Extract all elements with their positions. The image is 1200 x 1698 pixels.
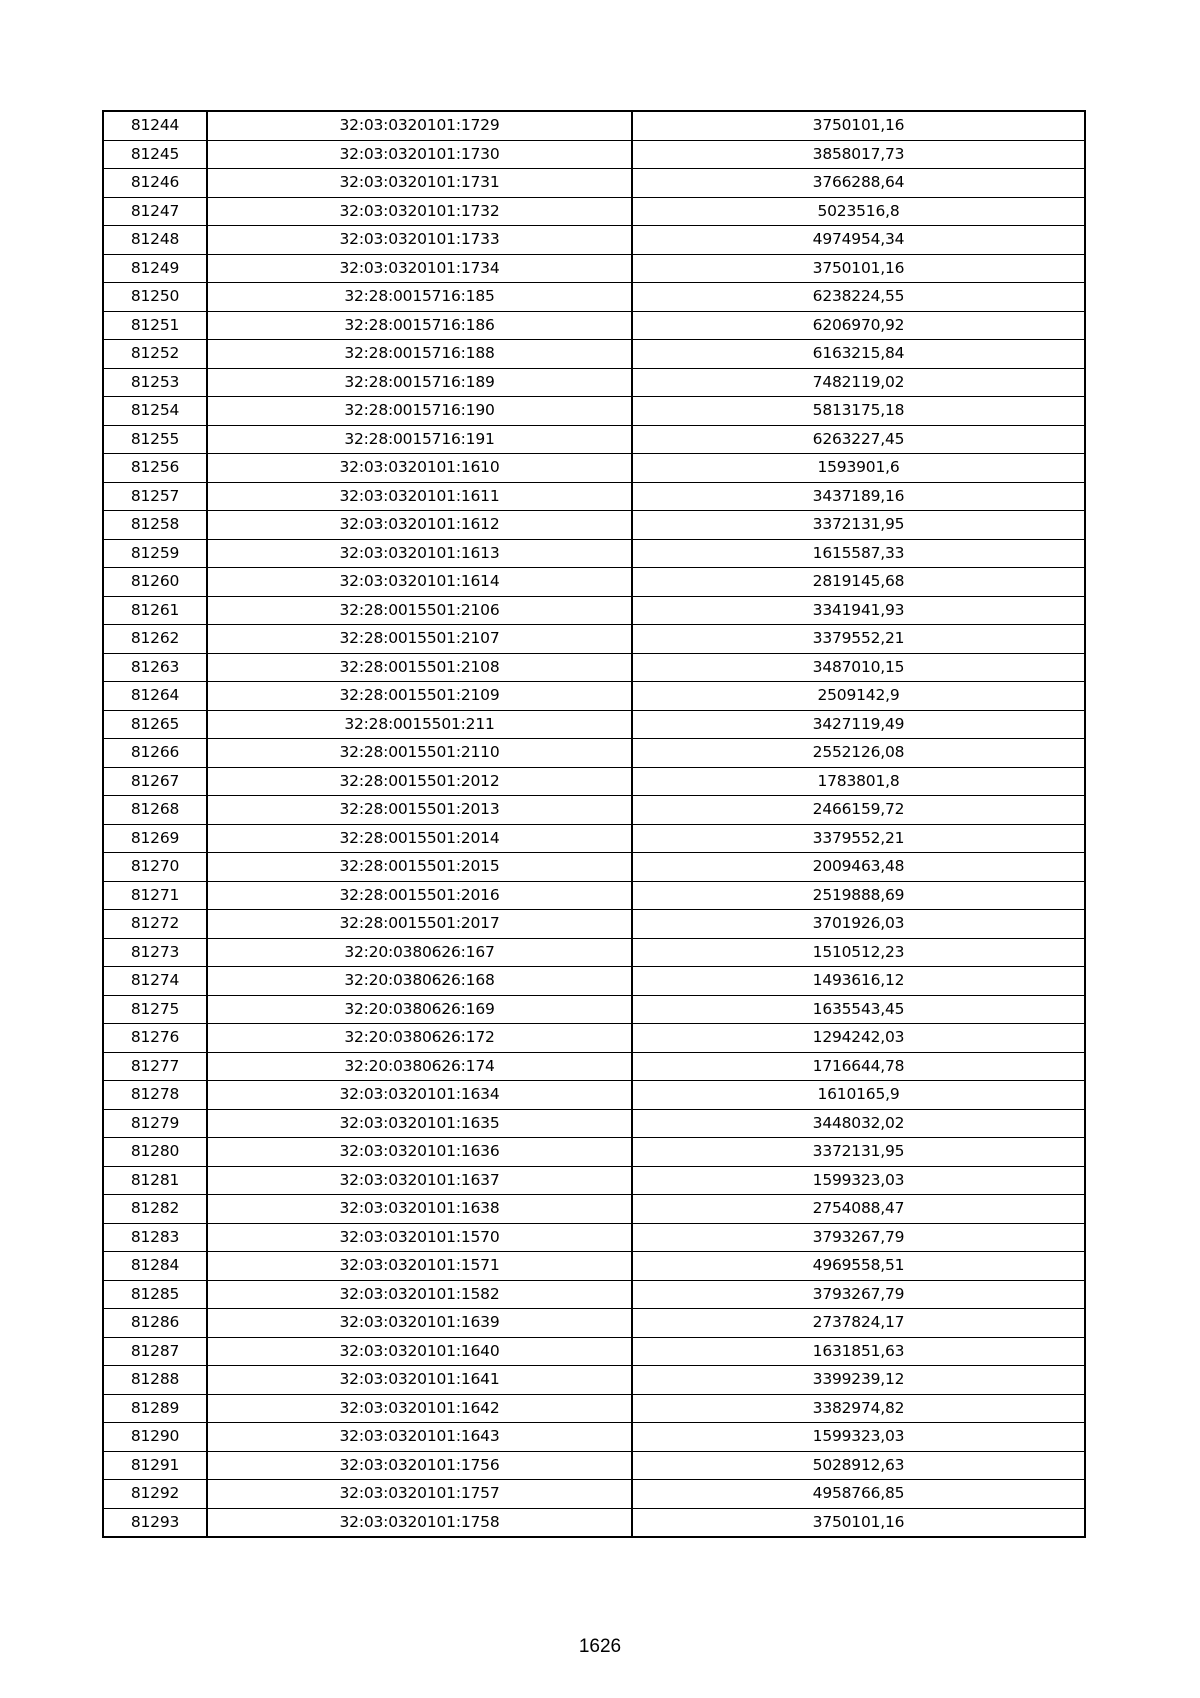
row-number-cell: 81282 [103, 1195, 207, 1224]
cadastral-value-cell: 3372131,95 [632, 1138, 1085, 1167]
table-row [103, 368, 1085, 397]
cadastral-number-cell: 32:28:0015501:2017 [207, 910, 632, 939]
cadastral-value-cell: 5023516,8 [632, 197, 1085, 226]
cadastral-number-cell: 32:03:0320101:1610 [207, 454, 632, 483]
cadastral-value-cell: 3766288,64 [632, 169, 1085, 198]
row-number-cell: 81258 [103, 511, 207, 540]
cadastral-number-cell: 32:20:0380626:167 [207, 938, 632, 967]
row-number-cell: 81274 [103, 967, 207, 996]
row-number-cell: 81268 [103, 796, 207, 825]
table-row [103, 767, 1085, 796]
cadastral-value-cell: 1599323,03 [632, 1166, 1085, 1195]
table-row [103, 169, 1085, 198]
table-row [103, 1394, 1085, 1423]
cadastral-value-cell: 7482119,02 [632, 368, 1085, 397]
cadastral-number-cell: 32:03:0320101:1611 [207, 482, 632, 511]
cadastral-value-cell: 1593901,6 [632, 454, 1085, 483]
table-row [103, 1366, 1085, 1395]
table-row [103, 1081, 1085, 1110]
cadastral-value-cell: 2754088,47 [632, 1195, 1085, 1224]
cadastral-value-cell: 2466159,72 [632, 796, 1085, 825]
row-number-cell: 81256 [103, 454, 207, 483]
row-number-cell: 81249 [103, 254, 207, 283]
row-number-cell: 81273 [103, 938, 207, 967]
table-row [103, 739, 1085, 768]
cadastral-value-cell: 3399239,12 [632, 1366, 1085, 1395]
cadastral-value-cell: 3750101,16 [632, 1508, 1085, 1537]
row-number-cell: 81262 [103, 625, 207, 654]
table-row [103, 1052, 1085, 1081]
page-number: 1626 [578, 1636, 622, 1657]
cadastral-number-cell: 32:03:0320101:1757 [207, 1480, 632, 1509]
table-row [103, 254, 1085, 283]
row-number-cell: 81265 [103, 710, 207, 739]
cadastral-value-cell: 4974954,34 [632, 226, 1085, 255]
row-number-cell: 81251 [103, 311, 207, 340]
row-number-cell: 81250 [103, 283, 207, 312]
cadastral-value-cell: 2819145,68 [632, 568, 1085, 597]
cadastral-value-cell: 3448032,02 [632, 1109, 1085, 1138]
table-row [103, 482, 1085, 511]
table-row [103, 1508, 1085, 1537]
cadastral-number-cell: 32:28:0015501:2107 [207, 625, 632, 654]
cadastral-value-cell: 1783801,8 [632, 767, 1085, 796]
cadastral-number-cell: 32:28:0015501:211 [207, 710, 632, 739]
table-row [103, 653, 1085, 682]
cadastral-value-cell: 2737824,17 [632, 1309, 1085, 1338]
cadastral-value-cell: 5028912,63 [632, 1451, 1085, 1480]
table-row [103, 938, 1085, 967]
table-row [103, 853, 1085, 882]
cadastral-number-cell: 32:03:0320101:1612 [207, 511, 632, 540]
row-number-cell: 81289 [103, 1394, 207, 1423]
cadastral-value-cell: 1610165,9 [632, 1081, 1085, 1110]
table-row [103, 311, 1085, 340]
cadastral-value-table [102, 110, 1086, 1538]
cadastral-number-cell: 32:03:0320101:1758 [207, 1508, 632, 1537]
cadastral-number-cell: 32:28:0015501:2016 [207, 881, 632, 910]
cadastral-number-cell: 32:28:0015501:2108 [207, 653, 632, 682]
cadastral-number-cell: 32:03:0320101:1640 [207, 1337, 632, 1366]
cadastral-value-cell: 1294242,03 [632, 1024, 1085, 1053]
cadastral-number-cell: 32:28:0015716:191 [207, 425, 632, 454]
table-row [103, 1166, 1085, 1195]
cadastral-value-cell: 2519888,69 [632, 881, 1085, 910]
row-number-cell: 81264 [103, 682, 207, 711]
cadastral-value-cell: 3793267,79 [632, 1280, 1085, 1309]
cadastral-value-cell: 3427119,49 [632, 710, 1085, 739]
row-number-cell: 81277 [103, 1052, 207, 1081]
row-number-cell: 81254 [103, 397, 207, 426]
cadastral-value-cell: 1631851,63 [632, 1337, 1085, 1366]
row-number-cell: 81279 [103, 1109, 207, 1138]
row-number-cell: 81275 [103, 995, 207, 1024]
cadastral-number-cell: 32:03:0320101:1730 [207, 140, 632, 169]
cadastral-number-cell: 32:03:0320101:1734 [207, 254, 632, 283]
cadastral-value-cell: 1716644,78 [632, 1052, 1085, 1081]
row-number-cell: 81269 [103, 824, 207, 853]
cadastral-value-cell: 6238224,55 [632, 283, 1085, 312]
row-number-cell: 81248 [103, 226, 207, 255]
cadastral-value-cell: 3793267,79 [632, 1223, 1085, 1252]
row-number-cell: 81286 [103, 1309, 207, 1338]
table-row [103, 1480, 1085, 1509]
cadastral-number-cell: 32:03:0320101:1729 [207, 111, 632, 140]
table-row [103, 140, 1085, 169]
cadastral-number-cell: 32:28:0015716:189 [207, 368, 632, 397]
cadastral-value-cell: 3487010,15 [632, 653, 1085, 682]
row-number-cell: 81259 [103, 539, 207, 568]
table-row [103, 995, 1085, 1024]
row-number-cell: 81283 [103, 1223, 207, 1252]
cadastral-number-cell: 32:28:0015501:2013 [207, 796, 632, 825]
cadastral-number-cell: 32:03:0320101:1731 [207, 169, 632, 198]
table-row [103, 111, 1085, 140]
row-number-cell: 81245 [103, 140, 207, 169]
table-row [103, 397, 1085, 426]
row-number-cell: 81292 [103, 1480, 207, 1509]
cadastral-value-cell: 3372131,95 [632, 511, 1085, 540]
cadastral-number-cell: 32:20:0380626:168 [207, 967, 632, 996]
cadastral-value-cell: 6263227,45 [632, 425, 1085, 454]
row-number-cell: 81261 [103, 596, 207, 625]
table-row [103, 910, 1085, 939]
row-number-cell: 81246 [103, 169, 207, 198]
cadastral-number-cell: 32:03:0320101:1733 [207, 226, 632, 255]
cadastral-value-cell: 5813175,18 [632, 397, 1085, 426]
row-number-cell: 81288 [103, 1366, 207, 1395]
table-row [103, 1309, 1085, 1338]
cadastral-number-cell: 32:03:0320101:1571 [207, 1252, 632, 1281]
row-number-cell: 81271 [103, 881, 207, 910]
cadastral-number-cell: 32:03:0320101:1732 [207, 197, 632, 226]
cadastral-value-cell: 6163215,84 [632, 340, 1085, 369]
table-row [103, 710, 1085, 739]
cadastral-value-cell: 1635543,45 [632, 995, 1085, 1024]
cadastral-value-cell: 2552126,08 [632, 739, 1085, 768]
table-row [103, 1280, 1085, 1309]
row-number-cell: 81255 [103, 425, 207, 454]
table-row [103, 511, 1085, 540]
cadastral-number-cell: 32:03:0320101:1636 [207, 1138, 632, 1167]
table-row [103, 682, 1085, 711]
cadastral-value-cell: 4969558,51 [632, 1252, 1085, 1281]
row-number-cell: 81276 [103, 1024, 207, 1053]
cadastral-value-cell: 1615587,33 [632, 539, 1085, 568]
table-row [103, 596, 1085, 625]
cadastral-number-cell: 32:28:0015501:2110 [207, 739, 632, 768]
table-row [103, 967, 1085, 996]
row-number-cell: 81291 [103, 1451, 207, 1480]
row-number-cell: 81252 [103, 340, 207, 369]
row-number-cell: 81278 [103, 1081, 207, 1110]
cadastral-number-cell: 32:03:0320101:1614 [207, 568, 632, 597]
row-number-cell: 81270 [103, 853, 207, 882]
cadastral-value-cell: 1599323,03 [632, 1423, 1085, 1452]
cadastral-number-cell: 32:28:0015716:185 [207, 283, 632, 312]
table-row [103, 283, 1085, 312]
table-row [103, 1252, 1085, 1281]
row-number-cell: 81247 [103, 197, 207, 226]
cadastral-number-cell: 32:28:0015501:2109 [207, 682, 632, 711]
cadastral-value-cell: 2509142,9 [632, 682, 1085, 711]
row-number-cell: 81267 [103, 767, 207, 796]
cadastral-number-cell: 32:03:0320101:1635 [207, 1109, 632, 1138]
cadastral-value-cell: 4958766,85 [632, 1480, 1085, 1509]
table-row [103, 568, 1085, 597]
cadastral-number-cell: 32:03:0320101:1639 [207, 1309, 632, 1338]
table-row [103, 824, 1085, 853]
table-row [103, 796, 1085, 825]
table-row [103, 1109, 1085, 1138]
row-number-cell: 81272 [103, 910, 207, 939]
table-row [103, 1024, 1085, 1053]
table-row [103, 1138, 1085, 1167]
cadastral-number-cell: 32:03:0320101:1634 [207, 1081, 632, 1110]
cadastral-number-cell: 32:20:0380626:172 [207, 1024, 632, 1053]
cadastral-number-cell: 32:03:0320101:1570 [207, 1223, 632, 1252]
row-number-cell: 81280 [103, 1138, 207, 1167]
cadastral-value-cell: 3379552,21 [632, 824, 1085, 853]
cadastral-value-cell: 1510512,23 [632, 938, 1085, 967]
cadastral-number-cell: 32:20:0380626:174 [207, 1052, 632, 1081]
cadastral-value-cell: 3858017,73 [632, 140, 1085, 169]
cadastral-number-cell: 32:28:0015501:2015 [207, 853, 632, 882]
cadastral-value-cell: 3382974,82 [632, 1394, 1085, 1423]
row-number-cell: 81290 [103, 1423, 207, 1452]
cadastral-value-cell: 3437189,16 [632, 482, 1085, 511]
row-number-cell: 81253 [103, 368, 207, 397]
table-row [103, 1337, 1085, 1366]
cadastral-value-cell: 1493616,12 [632, 967, 1085, 996]
table-row [103, 226, 1085, 255]
cadastral-number-cell: 32:03:0320101:1641 [207, 1366, 632, 1395]
table-row [103, 1223, 1085, 1252]
cadastral-number-cell: 32:28:0015716:188 [207, 340, 632, 369]
cadastral-number-cell: 32:28:0015501:2012 [207, 767, 632, 796]
table-row [103, 625, 1085, 654]
table-row [103, 1423, 1085, 1452]
table-row [103, 881, 1085, 910]
cadastral-number-cell: 32:03:0320101:1756 [207, 1451, 632, 1480]
cadastral-number-cell: 32:28:0015716:190 [207, 397, 632, 426]
row-number-cell: 81281 [103, 1166, 207, 1195]
table-row [103, 340, 1085, 369]
row-number-cell: 81287 [103, 1337, 207, 1366]
cadastral-value-cell: 3341941,93 [632, 596, 1085, 625]
cadastral-number-cell: 32:28:0015716:186 [207, 311, 632, 340]
cadastral-number-cell: 32:03:0320101:1642 [207, 1394, 632, 1423]
row-number-cell: 81266 [103, 739, 207, 768]
cadastral-number-cell: 32:20:0380626:169 [207, 995, 632, 1024]
cadastral-value-cell: 3750101,16 [632, 111, 1085, 140]
cadastral-value-cell: 2009463,48 [632, 853, 1085, 882]
cadastral-number-cell: 32:03:0320101:1643 [207, 1423, 632, 1452]
table-row [103, 1451, 1085, 1480]
row-number-cell: 81285 [103, 1280, 207, 1309]
row-number-cell: 81244 [103, 111, 207, 140]
cadastral-value-cell: 6206970,92 [632, 311, 1085, 340]
cadastral-number-cell: 32:03:0320101:1582 [207, 1280, 632, 1309]
cadastral-value-cell: 3379552,21 [632, 625, 1085, 654]
row-number-cell: 81293 [103, 1508, 207, 1537]
cadastral-value-cell: 3750101,16 [632, 254, 1085, 283]
table-row [103, 1195, 1085, 1224]
cadastral-value-cell: 3701926,03 [632, 910, 1085, 939]
cadastral-number-cell: 32:03:0320101:1638 [207, 1195, 632, 1224]
table-row [103, 197, 1085, 226]
table-body [103, 111, 1085, 1537]
row-number-cell: 81263 [103, 653, 207, 682]
cadastral-number-cell: 32:28:0015501:2014 [207, 824, 632, 853]
cadastral-number-cell: 32:03:0320101:1613 [207, 539, 632, 568]
table-row [103, 539, 1085, 568]
table-row [103, 454, 1085, 483]
cadastral-number-cell: 32:28:0015501:2106 [207, 596, 632, 625]
table-row [103, 425, 1085, 454]
row-number-cell: 81257 [103, 482, 207, 511]
row-number-cell: 81284 [103, 1252, 207, 1281]
cadastral-number-cell: 32:03:0320101:1637 [207, 1166, 632, 1195]
row-number-cell: 81260 [103, 568, 207, 597]
